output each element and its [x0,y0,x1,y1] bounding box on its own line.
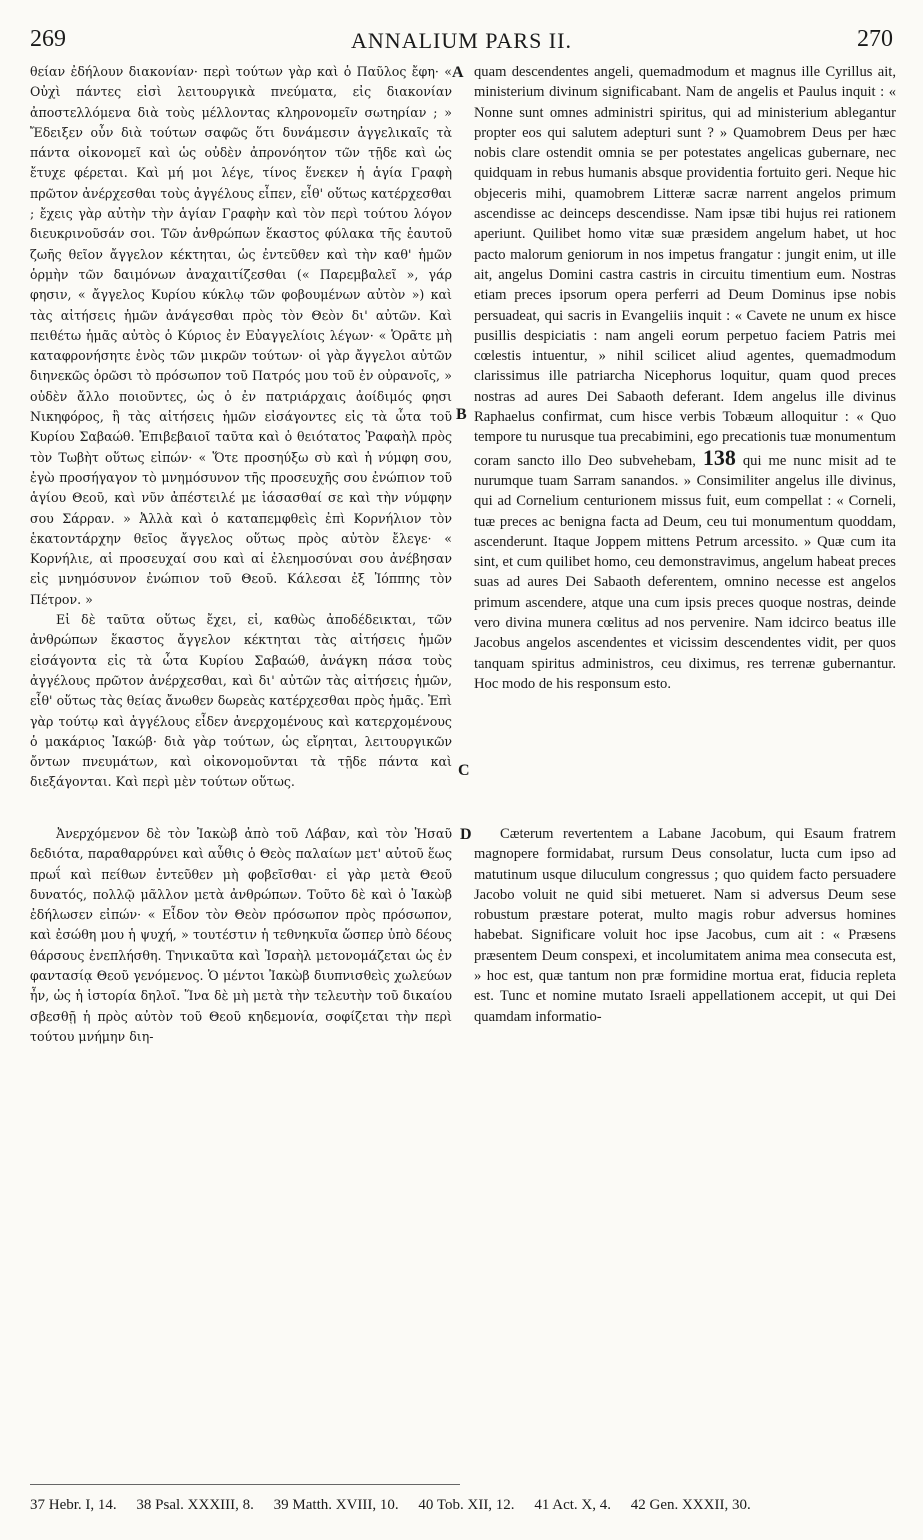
latin-paragraph-1b: qui me nunc misit ad te nurumque tuam Sarram sanandos. » Consimiliter angelus ille divinus, qui ad Cornelium centurionem missus fuit, eum compellat : « Corneli, tuæ preces ac benigna facta ad Deum, ceu tui monumentum quoddam, ascenderunt. Itaque Joppem mittens Petrum arcessito. » Quæ cum ita sint, et cum quilibet homo, ceu demonstravimus, angelum habeat preces suas ad aures Dei Sabaoth deferentem, omnino necesse est angelos primum ascendere, atque una cum ipsis preces quoque nostras, deinde vero divina munera cœlitus ad nos pervenire. Nam idcirco beatus ille Jacobus angelos ascendentes et vicissim descendentes vidit, per quos tanquam spiritus administros, ceu diximus, res terrenæ gubernantur. Hoc modo de his responsum esto. [474,452,896,692]
footnote-38: 38 Psal. XXXIII, 8. [136,1497,254,1513]
page-number-right: 270 [857,26,893,52]
footnote-41: 41 Act. X, 4. [534,1497,611,1513]
latin-column-top [474,62,896,694]
column-number-138: 138 [702,444,736,470]
footnote-40: 40 Tob. XII, 12. [418,1497,515,1513]
latin-paragraph-2: Cæterum revertentem a Labane Jacobum, qui Esaum fratrem magnopere formidabat, rursum Deus consolatur, lucta cum ipso ad matutinum usque diluculum congressus ; quo quidem facto persuadere Jacobo voluit ne quid sibi metueret. Nam si adversus Deum sese robustum præstare poterat, multo magis robur adversus homines habebat. Significare voluit hoc ipse Jacobus, cum ait : « Præsens præsentem Deum conspexi, et incolumitatem anima mea consecuta est, » hoc est, quæ tantum non præ formidine mortua erat, fiducia repleta est. Tunc et nomine mutato Israeli appellationem accepit, ut qui Dei quamdam informatio- [474,826,896,1025]
greek-paragraph-3: Ἀνερχόμενον δὲ τὸν Ἰακὼβ ἀπὸ τοῦ Λάβαν, καὶ τὸν Ἠσαῦ δεδιότα, παραθαρρύνει καὶ αὖθις ὁ Θεὸς παλαίων μετ' αὐτοῦ ἕως πρωΐ καὶ πείθων ἐντεῦθεν μὴ φοβεῖσθαι· εἰ γὰρ μετὰ Θεοῦ δυνατός, πολλῷ μᾶλλον μετὰ ἀνθρώπων. Τοῦτο δὲ καὶ ὁ Ἰακὼβ ἐδήλωσεν εἰπών· « Εἶδον τὸν Θεὸν πρόσωπον πρὸς πρόσωπον, καὶ ἐσώθη μου ἡ ψυχή, » τουτέστιν ἡ τεθνηκυῖα ὥσπερ ὑπὸ δέους θάρσους ἐνεπλήσθη. Τηνικαῦτα καὶ Ἰσραὴλ μετονομάζεται ὡς ἐν φαντασίᾳ Θεοῦ γενόμενος. Ὁ μέντοι Ἰακὼβ διυπνισθεὶς χωλεύων ἦν, ὡς ἡ ἱστορία δηλοῖ. Ἵνα δὲ μὴ μετὰ τὴν τελευτὴν τοῦ δικαίου σβεσθῇ ἡ πρὸς αὐτὸν τοῦ Θεοῦ κηδεμονία, σοφίζεται τὴν περὶ τούτου μνήμην διη- [30,826,452,1044]
page-number-left: 269 [30,26,66,52]
running-title: ANNALIUM PARS II. [351,28,572,53]
latin-paragraph-1a: quam descendentes angeli, quemadmodum et magnus ille Cyrillus ait, ministerium divinum significabant. Nam de angelis et Paulus inquit : « Nonne sunt omnes administri spiritus, qui ad ministerium ablegantur propter eos qui salutem adepturi sunt ? » Quamobrem Deus per hæc nobis clare ostendit omnia se per potestates angelicas gubernare, nec quidquam in rebus humanis absque providentia fortuito geri. Neque hic objeceris mihi, quamobrem Litteræ sacræ narrent angelos primum ascendisse ac deinceps descendisse. Nam ipsæ tibi hujus rei rationem aperiunt. Quilibet homo vitæ suæ præsidem angelum habet, ut hoc pacto malorum geniorum in nos impetus frangatur : jungit enim, ut ille ait, angelus Domini castra castris in circuitu timentium eum. Nostras etiam preces ipsorum opera perferri ad Deum Dominus ipse nobis persuadeat, qui sacris in Evangeliis inquit : « Cavete ne unum ex hisce pusillis despiciatis : nam angeli eorum perpetuo faciem Patris mei cœlestis intuentur, » nihil scilicet aliud agentes, quemadmodum clarissimus ille patriarcha Nicephorus loquitur, quam quod preces nostras ad aures Dei Sabaoth deferant. Idem angelus ille divinus Raphaelus confirmat, cum hisce verbis Tobæum alloquitur : « Quo tempore tu nurusque tua precabimini, ego precationis tuæ monumentum coram sancto illo Deo subvehebam, [474,64,896,469]
latin-paragraph-1 [474,62,896,694]
footnote-39: 39 Matth. XVIII, 10. [273,1497,399,1513]
greek-paragraph-1: θείαν ἐδήλουν διακονίαν· περὶ τούτων γὰρ καὶ ὁ Παῦλος ἔφη· « Οὐχὶ πάντες εἰσὶ λειτουργικὰ πνεύματα, εἰς διακονίαν ἀποστελλόμενα διὰ τοὺς μέλλοντας κληρονομεῖν σωτηρίαν ; » Ἔδειξεν οὖν διὰ τούτων σαφῶς ὅτι δυνάμεσιν ἀγγελικαῖς τὰ πάντα οἰκονομεῖ καὶ ὡς οὐδὲν ἀπρονόητον τῶν τῇδε καὶ ὡς ἔτυχε φέρεται. Καὶ μή μοι λέγε, τίνος ἕνεκεν ἡ ἁγία Γραφὴ πρῶτον ἀνέρχεσθαι τοὺς ἀγγέλους εἶπεν, εἶθ' οὕτως κατέρχεσθαι ; ἔχεις γὰρ αὐτὴν τὴν ἁγίαν Γραφὴν καὶ τὸν περὶ τούτου λόγον διευκρινοῦσάν σοι. Τῶν ἀνθρώπων ἕκαστος φύλακα τῆς ἑαυτοῦ ζωῆς θεῖον ἄγγελον κέκτηται, ὡς ἐντεῦθεν καὶ τὴν καθ' ἡμῶν ὁρμὴν τῶν δαιμόνων ἀναχαιτίζεσθαι (« Παρεμβαλεῖ », γάρ φησιν, « ἄγγελος Κυρίου κύκλῳ τῶν φοβουμένων αὐτὸν ») καὶ τὰς αἰτήσεις ἡμῶν ἀνάγεσθαι πρὸς τὸν Θεὸν δι' αὐτῶν. Καὶ πειθέτω ἡμᾶς αὐτὸς ὁ Κύριος ἐν Εὐαγγελίοις λέγων· « Ὁρᾶτε μὴ καταφρονήσητε ἑνὸς τῶν μικρῶν τούτων· οἱ γὰρ ἄγγελοι αὐτῶν διηνεκῶς ὁρῶσι τὸ πρόσωπον τοῦ Πατρός μου τοῦ ἐν οὐρανοῖς, » οὐδὲν ἄλλο ποιοῦντες, ὡς ὁ ἐν πατριάρχαις ἀοίδιμός φησι Νικηφόρος, ἢ τὰς αἰτήσεις ἡμῶν εἰσάγοντες εἰς τὰ ὦτα τοῦ Κυρίου Σαβαώθ. Ἐπιβεβαιοῖ ταῦτα καὶ ὁ θειότατος Ῥαφαὴλ πρὸς τὸν Τωβὴτ οὕτως εἰπών· « Ὅτε προσηύξω σὺ καὶ ἡ νύμφη σου, ἐγὼ προσήγαγον τὸ μνημόσυνον τῆς προσευχῆς σου ἐνώπιον τοῦ ἁγίου Θεοῦ, καὶ νῦν ἀπέστειλέ με ἰάσασθαί σε καὶ τὴν νύμφην σου Σάρραν. » Ἀλλὰ καὶ ὁ καταπεμφθεὶς ἐπὶ Κορνήλιον τὸν ἑκατοντάρχην θεῖος ἄγγελος οὕτως πρὸς αὐτὸν ἔλεγε· « Κορνήλιε, αἱ προσευχαί σου καὶ αἱ ἐλεημοσύναι σου ἀνέβησαν εἰς μνημόσυνον ἐνώπιον τοῦ Θεοῦ. Κάλεσαι ἐξ Ἰόππης τὸν Πέτρον. » [30,64,452,607]
page-header [30,26,893,60]
footnote-37: 37 Hebr. I, 14. [30,1497,117,1513]
latin-column-bottom [474,824,896,1027]
footnotes [30,1494,893,1516]
greek-column-bottom [30,824,452,1047]
section-marker-d: D [460,826,472,843]
greek-paragraph-2: Εἰ δὲ ταῦτα οὕτως ἔχει, εἰ, καθὼς ἀποδέδεικται, τῶν ἀνθρώπων ἕκαστος ἄγγελον κέκτηται τὰς αἰτήσεις ἡμῶν εἰσάγοντα εἰς τὰ ὦτα Κυρίου Σαβαώθ, ἀνάγκη πάσα τοὺς ἀγγέλους πρῶτον ἀνέρχεσθαι, καὶ δι' αὐτῶν τὰς αἰτήσεις ἡμῶν, εἶθ' οὕτως τὰς θείας ἄνωθεν δωρεὰς κατέρχεσθαι πρὸς ἡμᾶς. Ἐπὶ γὰρ τούτῳ καὶ ἀγγέλους εἶδεν ἀνερχομένους καὶ κατερχομένους ὁ μακάριος Ἰακώβ· διὰ γὰρ τούτων, ὡς εἴρηται, λειτουργικῶν ὄντων πνευμάτων, καὶ οἰκονομοῦνται τὰ τῇδε πάντα καὶ διεξάγονται. Καὶ περὶ μὲν τούτων οὕτως. [30,612,452,790]
footnote-rule [30,1484,460,1485]
section-marker-a: A [452,64,464,81]
greek-column-top [30,62,452,793]
section-marker-b: B [456,406,467,423]
section-marker-c: C [458,762,470,779]
footnote-42: 42 Gen. XXXII, 30. [630,1497,751,1513]
